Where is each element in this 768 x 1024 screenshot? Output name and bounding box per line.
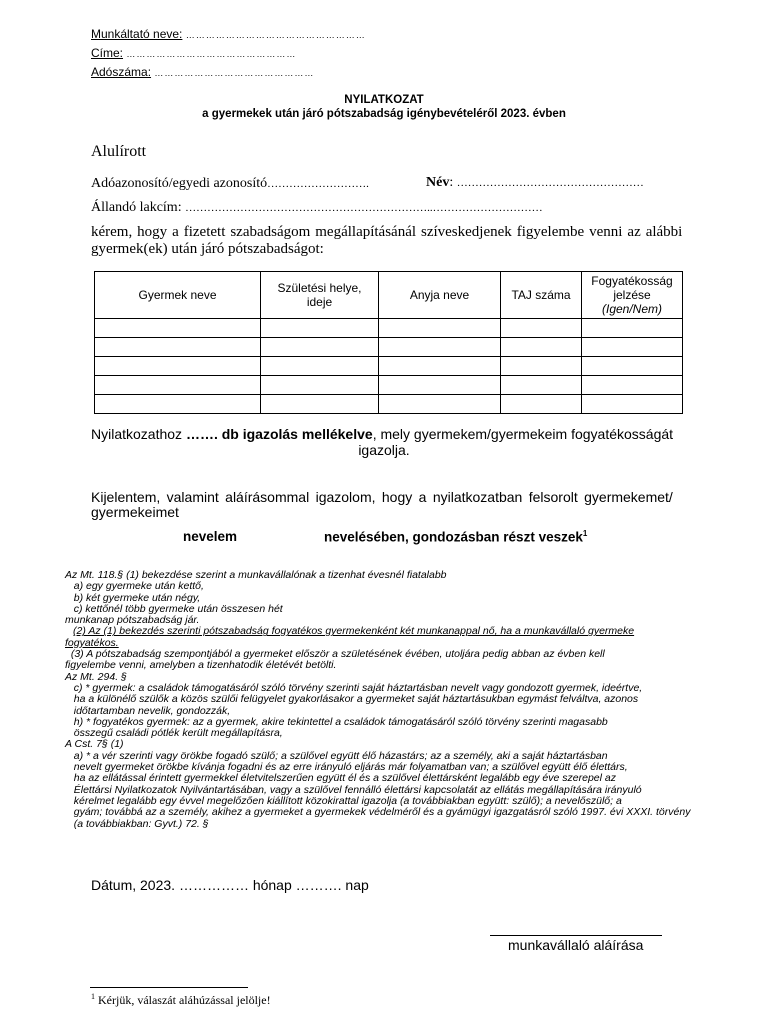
footnote-text: Kérjük, válaszát aláhúzással jelölje! [95,993,271,1007]
col-birth-line-2: ideje [306,295,333,309]
employer-tax-label: Adószáma: [91,65,152,79]
name-line [426,175,644,191]
legal-line-underlined: (2) Az (1) bekezdés szerinti pótszabadság fogyatékos gyermekenként két munkanappal nő, ha a munkavállaló gyermeke [73,625,635,638]
legal-line: (a továbbiakban: Gyvt.) 72. § [65,817,209,830]
cell-birth[interactable] [261,395,379,414]
footnote [91,992,271,1008]
employer-name-dots[interactable]: ……………………………………………… [185,30,366,40]
cell-birth[interactable] [261,319,379,338]
children-table-header [95,272,683,319]
cell-child-name[interactable] [95,376,261,395]
cell-taj[interactable] [501,338,582,357]
table-row [95,338,683,357]
permanent-address-dots[interactable]: …………………………………………………………..………………………… [185,202,543,214]
col-disability-line-3: (Igen/Nem) [601,302,663,316]
address-line [91,200,543,216]
legal-line: Élettársi Nyilatkozatok Nyilvántartásában, vagy a szülővel fennálló élettársi kapcsolatát az ellátás megállapítására irányuló [65,783,642,796]
tax-id-line [91,176,369,192]
cell-mother-name[interactable] [379,376,501,395]
cell-child-name[interactable] [95,395,261,414]
cell-mother-name[interactable] [379,395,501,414]
name-label: Név [426,175,450,190]
cell-taj[interactable] [501,319,582,338]
month-label: hónap [248,877,296,893]
legal-line: A Cst. 7§ (1) [65,738,124,751]
cell-disability[interactable] [582,319,683,338]
col-disability [582,272,683,319]
cell-child-name[interactable] [95,338,261,357]
undersigned-label: Alulírott [91,143,147,160]
cell-mother-name[interactable] [379,357,501,376]
table-row [95,395,683,414]
col-birth-line-1: Születési helye, [277,281,362,295]
legal-line: ha a különélő szülők a közös szülői felügyelet gyakorlásakor a gyermeket saját háztartásukban egymást felváltva, azonos [65,693,639,706]
statement-line-1: Kijelentem, valamint aláírásommal igazolom, hogy a nyilatkozatban felsorolt gyermekemet/ [91,489,673,505]
document-subtitle: a gyermekek után járó pótszabadság igénybevételéről 2023. évben [202,108,566,120]
signature-line[interactable] [490,935,662,936]
footnote-divider [90,987,248,988]
name-dots[interactable]: …………………………………………… [456,177,644,189]
option-raising[interactable]: nevelem [183,529,238,544]
date-line [91,877,369,893]
col-child-name: Gyermek neve [95,272,261,319]
employer-name-line [91,27,366,41]
request-line-1: kérem, hogy a fizetett szabadságom megállapításánál szíveskedjenek figyelembe venni az alábbi [91,224,683,240]
col-disability-line-2: jelzése [613,288,651,302]
legal-line: ha az ellátással érintett gyermekkel életvitelszerűen együtt él és a szülővel élettársként legalább egy éve szerepel az [65,772,616,785]
employer-tax-line [91,65,314,79]
attachment-count[interactable]: ……. db igazolás mellékelve [185,426,373,442]
col-mother-name: Anyja neve [379,272,501,319]
signature-label: munkavállaló aláírása [508,937,644,953]
table-row [95,357,683,376]
legal-line: c) * gyermek: a családok támogatásáról szóló törvény szerinti saját háztartásban nevelt vagy gondozott gyermek, ideértve, [65,681,643,694]
col-taj: TAJ száma [501,272,582,319]
cell-birth[interactable] [261,338,379,357]
cell-mother-name[interactable] [379,338,501,357]
legal-line: figyelembe venni, amelyben a tizenhatodik életévét betölti. [65,659,337,672]
request-line-2: gyermek(ek) után járó pótszabadságot: [91,241,324,257]
legal-text [65,570,690,830]
legal-line: kérelmet legalább egy évvel megelőzően kiállított közokirattal igazolja (a továbbiakban együtt: szülő); a nevelőszülő; a [65,794,622,807]
legal-line: c) kettőnél több gyermeke után összesen hét [65,602,283,615]
employer-address-line [91,46,296,60]
children-table [94,271,683,414]
document-title: NYILATKOZAT [344,94,424,106]
employer-name-label: Munkáltató neve: [91,27,183,41]
attachment-prefix: Nyilatkozathoz [91,426,186,442]
table-row [95,319,683,338]
attachment-line-2: igazolja. [358,442,410,458]
employer-address-label: Címe: [91,46,124,60]
statement-line-2: gyermekeimet [91,504,179,520]
col-birth [261,272,379,319]
cell-birth[interactable] [261,376,379,395]
legal-line: Az Mt. 294. § [65,670,127,683]
legal-line: a) * a vér szerinti vagy örökbe fogadó szülő; a szülővel együtt élő házastárs; az a személy, aki a saját háztartásban [65,749,608,762]
legal-line [65,626,690,637]
legal-line-underlined: fogyatékos. [65,636,119,649]
cell-taj[interactable] [501,376,582,395]
option-participating[interactable] [324,529,587,545]
table-row [95,376,683,395]
legal-line: gyám; továbbá az a személy, akihez a gyermeket a gyermekek védelméről és a gyámügyi igazgatásról szóló 1997. évi XXXI. törvény [65,806,691,819]
name-colon: : [449,175,454,190]
tax-id-label: Adóazonosító/egyedi azonosító [91,176,268,191]
employer-address-dots[interactable]: …………………………………………… [126,49,297,59]
permanent-address-label: Állandó lakcím: [91,200,182,215]
legal-line: munkanap pótszabadság jár. [65,614,200,627]
cell-disability[interactable] [582,376,683,395]
legal-line: összegű családi pótlék került megállapításra, [65,727,283,740]
footnote-mark: 1 [582,529,588,538]
tax-id-dots[interactable]: ………………………. [267,178,369,190]
attachment-rest: , mely gyermekem/gyermekeim fogyatékosságát [372,426,674,442]
employer-tax-dots[interactable]: ………………………………………… [154,68,315,78]
cell-child-name[interactable] [95,357,261,376]
legal-line: Az Mt. 118.§ (1) bekezdése szerint a munkavállalónak a tizenhat évesnél fiatalabb [65,569,447,581]
day-label: nap [341,877,369,893]
cell-disability[interactable] [582,357,683,376]
legal-line: időtartamban nevelik, gondozzák, [65,704,231,717]
legal-line: (3) A pótszabadság szempontjából a gyermeket először a születésének évében, utoljára pedig abban az évben kell [65,648,605,661]
cell-taj[interactable] [501,357,582,376]
legal-line: b) két gyermeke után négy, [65,591,201,604]
legal-line: nevelt gyermeket örökbe kívánja fogadni és az erre irányuló eljárás már folyamatban van; a szülővel együtt élő élettárs, [65,761,628,774]
cell-disability[interactable] [582,338,683,357]
legal-line: h) * fogyatékos gyermek: az a gyermek, akire tekintettel a családok támogatásáról szóló törvény szerinti magasabb [65,715,608,728]
cell-disability[interactable] [582,395,683,414]
option-participating-text: nevelésében, gondozásban részt veszek [324,529,583,545]
day-field[interactable]: ………. [295,877,342,893]
cell-taj[interactable] [501,395,582,414]
footnote-mark: 1 [91,992,95,1001]
cell-child-name[interactable] [95,319,261,338]
cell-mother-name[interactable] [379,319,501,338]
date-prefix: Dátum, 2023. [91,877,179,893]
col-disability-line-1: Fogyatékosság [591,274,673,288]
legal-line: a) egy gyermeke után kettő, [65,580,204,593]
month-field[interactable]: …………… [178,877,249,893]
attachment-line [91,426,673,442]
cell-birth[interactable] [261,357,379,376]
